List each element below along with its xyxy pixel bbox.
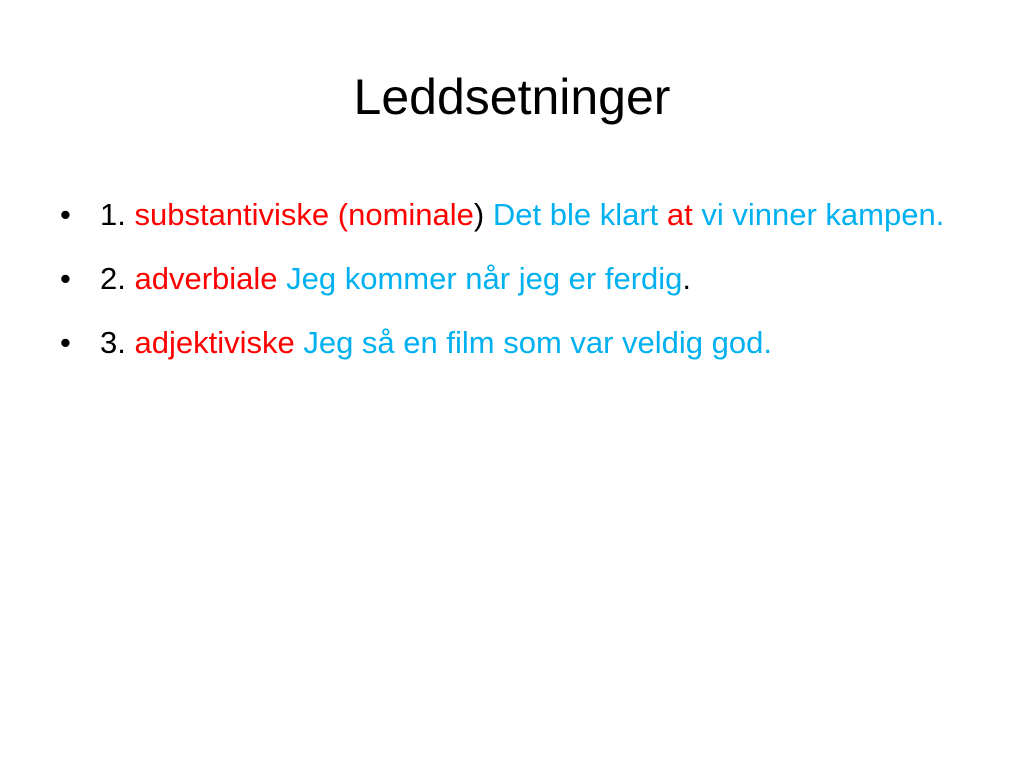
category-label: adjektiviske [134, 325, 295, 360]
example-text: vi vinner kampen. [692, 197, 945, 232]
slide-title: Leddsetninger [353, 69, 671, 125]
bullet-item-1 [60, 186, 960, 244]
bullet-item-3 [60, 314, 960, 372]
highlighted-word: at [666, 197, 693, 232]
example-text: Jeg så en film som var veldig god. [294, 325, 772, 360]
item-number: 2. [100, 261, 135, 296]
example-text: Jeg kommer når jeg er ferdig [277, 261, 683, 296]
bullet-item-2 [60, 250, 960, 308]
item-number: 1. [100, 197, 135, 232]
bullet-icon: • [60, 197, 71, 232]
punctuation: ) [473, 197, 485, 232]
category-label: substantiviske (nominale [134, 197, 474, 232]
bullet-icon: • [60, 261, 71, 296]
category-label: adverbiale [134, 261, 278, 296]
bullet-list [60, 186, 960, 378]
example-text: Det ble klart [484, 197, 667, 232]
bullet-icon: • [60, 325, 71, 360]
item-number: 3. [100, 325, 135, 360]
punctuation: . [682, 261, 692, 296]
